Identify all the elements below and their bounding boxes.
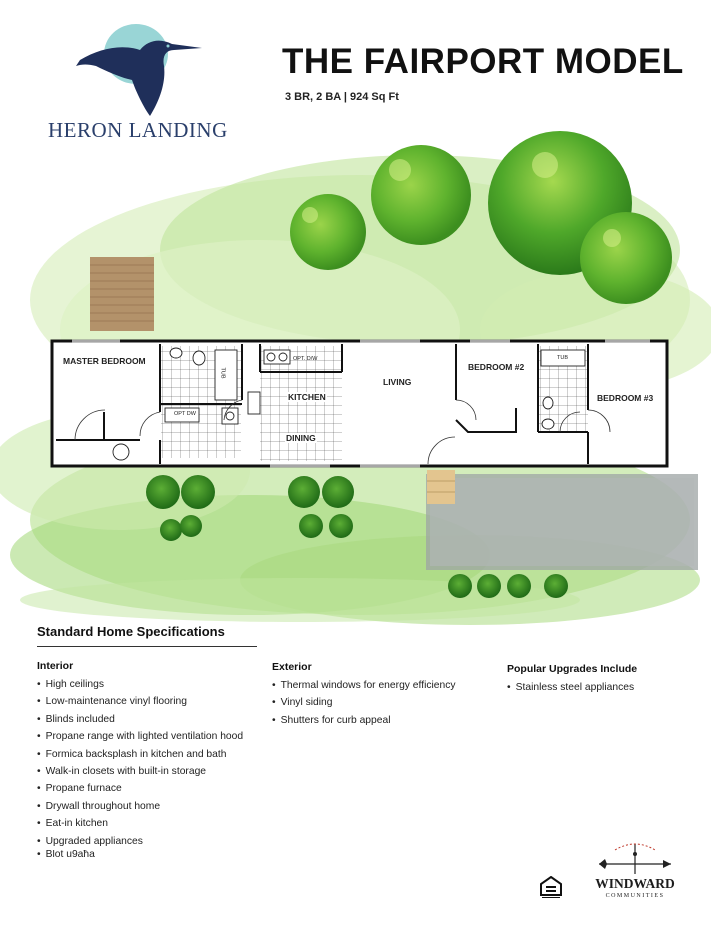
exterior-title: Exterior (272, 661, 312, 673)
room-label-bedroom-3: BEDROOM #3 (597, 393, 654, 403)
driveway (426, 474, 698, 570)
interior-list (37, 676, 243, 859)
page-title: THE FAIRPORT MODEL (282, 42, 684, 81)
room-label-living: LIVING (383, 377, 412, 387)
list-item: • Propane range with lighted ventilation hood (37, 728, 243, 745)
list-item: • Walk-in closets with built-in storage (37, 763, 243, 780)
upgrades-list (507, 679, 637, 696)
list-item: • Vinyl siding (272, 694, 456, 711)
list-item: • Low-maintenance vinyl flooring (37, 693, 243, 710)
model-subtitle: 3 BR, 2 BA | 924 Sq Ft (285, 91, 399, 103)
upgrades-title: Popular Upgrades Include (507, 663, 638, 675)
weathervane-icon (585, 840, 685, 876)
logo-text: HERON LANDING (48, 118, 228, 142)
windward-logo (585, 840, 685, 906)
opt-dw-kitchen-label: OPT. D/W (293, 356, 318, 362)
company-subtitle: COMMUNITIES (605, 893, 665, 899)
list-item: • High ceilings (37, 676, 243, 693)
company-name: WINDWARD (595, 876, 675, 891)
tub-label-bath2: TUB (557, 355, 568, 361)
list-item: • Stainless steel appliances (507, 679, 637, 696)
tub-label-master: TUB (219, 367, 226, 379)
opt-dw-label: OPT DW (174, 411, 196, 417)
exterior-list (272, 677, 456, 729)
list-item: • Drywall throughout home (37, 798, 243, 815)
room-label-bedroom-2: BEDROOM #2 (468, 362, 525, 372)
heron-icon (70, 20, 210, 120)
list-item: • Eat-in kitchen (37, 815, 243, 832)
list-item: • Shutters for curb appeal (272, 712, 456, 729)
room-label-kitchen: KITCHEN (288, 392, 326, 402)
exterior-specs (272, 661, 456, 729)
room-label-master-bedroom: MASTER BEDROOM (63, 356, 146, 366)
upgrades-specs (507, 663, 637, 696)
list-item: • Formica backsplash in kitchen and bath (37, 746, 243, 763)
list-item: • Thermal windows for energy efficiency (272, 677, 456, 694)
equal-housing-icon (540, 876, 562, 900)
specs-divider (37, 646, 257, 647)
list-item: • Propane furnace (37, 780, 243, 797)
heron-landing-logo (40, 18, 240, 143)
interior-title: Interior (37, 660, 74, 672)
list-item: • Upgraded appliances (37, 833, 243, 850)
room-label-dining: DINING (286, 433, 316, 443)
list-item: • Blot u9aħa (37, 850, 243, 859)
specs-heading: Standard Home Specifications (37, 624, 225, 639)
list-item: • Blinds included (37, 711, 243, 728)
interior-specs (37, 660, 243, 859)
deck-top (90, 257, 154, 331)
front-steps (427, 470, 455, 504)
